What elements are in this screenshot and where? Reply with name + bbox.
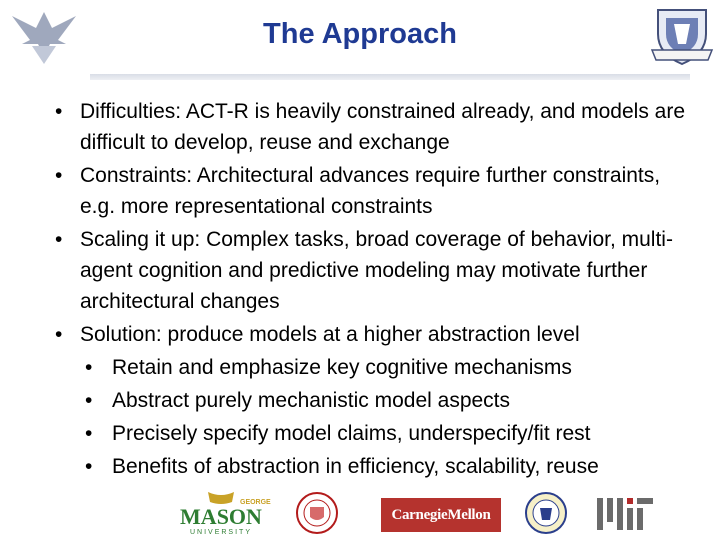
gmu-university-text: UNIVERSITY [189,529,253,536]
sub-bullet-text: Abstract purely mechanistic model aspects [112,389,511,412]
bullet-item: • Scaling it up: Complex tasks, broad coverage of behavior, multi-agent cognition and predictive modeling may motivate further architectural changes [55,228,673,313]
cornell-seal-icon [293,490,341,536]
bullet-text: Scaling it up: Complex tasks, broad coverage of behavior, multi-agent cognition and predictive modeling may motivate further architectural changes [80,228,673,313]
bullet-text: Solution: produce models at a higher abstraction level [80,323,580,346]
university-seal-icon [522,490,570,536]
bullet-list [55,96,695,484]
bullet-text: Difficulties: ACT-R is heavily constrained already, and models are difficult to develop, reuse and exchange [80,100,686,154]
bullet-item: • Constraints: Architectural advances require further constraints, e.g. more representational constraints [55,164,661,218]
george-mason-logo [178,490,271,536]
sub-bullet-item: • Precisely specify model claims, underspecify/fit rest [85,422,591,445]
slide-title: The Approach [263,18,457,50]
bullet-item: • Difficulties: ACT-R is heavily constrained already, and models are difficult to develop, reuse and exchange [55,100,686,154]
sub-bullet-text: Retain and emphasize key cognitive mechanisms [112,356,572,379]
gmu-mason-text: MASON [180,504,262,529]
sub-bullet-text: Precisely specify model claims, underspecify/fit rest [112,422,591,445]
sub-bullet-item: • Benefits of abstraction in efficiency, scalability, reuse [85,455,599,478]
sub-bullet-text: Benefits of abstraction in efficiency, scalability, reuse [112,455,599,478]
sub-bullet-item: • Retain and emphasize key cognitive mechanisms [85,356,572,379]
sub-bullet-item: • Abstract purely mechanistic model aspects [85,389,511,412]
gmu-george-text: GEORGE [240,499,271,506]
bullet-item: • Solution: produce models at a higher abstraction level [55,323,580,346]
carnegie-mellon-logo: CarnegieMellon [381,498,501,532]
title-divider [90,74,690,80]
mit-logo [595,490,655,536]
unit-crest-icon [648,4,716,68]
bullet-text: Constraints: Architectural advances require further constraints, e.g. more representational constraints [80,164,661,218]
